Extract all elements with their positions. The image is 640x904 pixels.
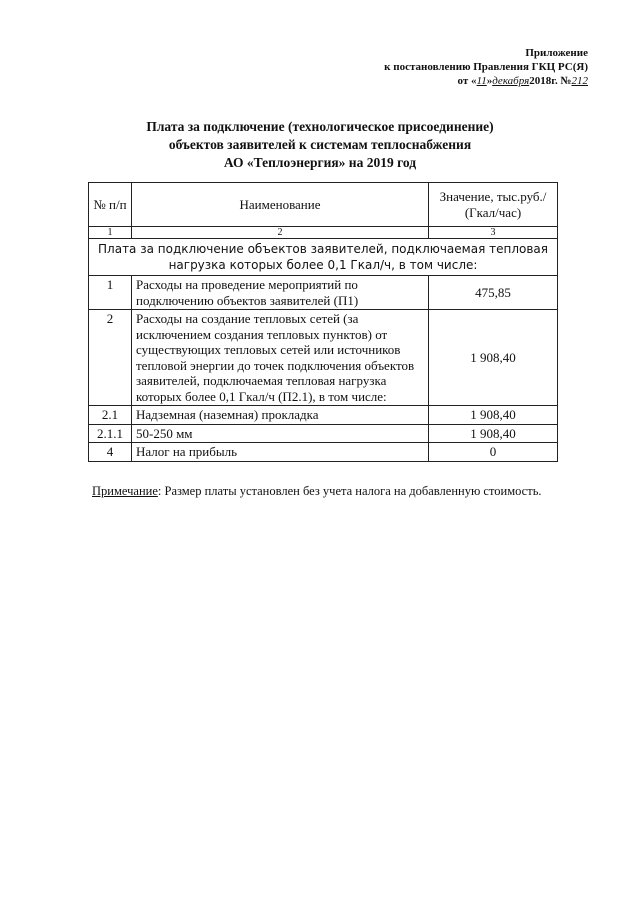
appendix-line2: к постановлению Правления ГКЦ РС(Я) [384, 61, 588, 73]
row-num: 2.1.1 [89, 424, 132, 443]
row-value: 0 [429, 443, 558, 462]
title-line3: АО «Теплоэнергия» на 2019 год [223, 155, 417, 170]
appendix-line3 [384, 74, 588, 88]
row-num: 2.1 [89, 406, 132, 425]
fee-table [88, 182, 558, 462]
section-title: Плата за подключение объектов заявителей, подключаемая тепловая нагрузка которых более 0,1 Гкал/ч, в том числе: [89, 239, 558, 276]
footnote [92, 483, 592, 499]
row-name: Расходы на проведение мероприятий по подключению объектов заявителей (П1) [132, 276, 429, 310]
row-value: 1 908,40 [429, 310, 558, 406]
table-row [89, 443, 558, 462]
row-name: 50-250 мм [132, 424, 429, 443]
section-row [89, 239, 558, 276]
title-line2: объектов заявителей к системам теплоснабжения [168, 137, 472, 152]
table-header-row [89, 183, 558, 227]
header-num: № п/п [89, 183, 132, 227]
col-number-3: 3 [429, 227, 558, 239]
date-year: 2018г. № [529, 75, 572, 87]
table-row [89, 424, 558, 443]
appendix-line1: Приложение [525, 47, 588, 59]
date-month: декабря [492, 75, 530, 87]
col-number-2: 2 [132, 227, 429, 239]
column-number-row [89, 227, 558, 239]
date-mid: » [486, 75, 493, 87]
row-name: Надземная (наземная) прокладка [132, 406, 429, 425]
row-num: 4 [89, 443, 132, 462]
table-row [89, 276, 558, 310]
header-name: Наименование [132, 183, 429, 227]
date-day: 11 [476, 75, 487, 87]
row-value: 475,85 [429, 276, 558, 310]
note-text: : Размер платы установлен без учета налога на добавленную стоимость. [157, 484, 542, 498]
table-row [89, 310, 558, 406]
table-row [89, 406, 558, 425]
row-value: 1 908,40 [429, 406, 558, 425]
title-line1: Плата за подключение (технологическое присоединение) [146, 119, 494, 134]
row-name: Налог на прибыль [132, 443, 429, 462]
appendix-block [384, 46, 588, 88]
date-prefix: от « [457, 75, 477, 87]
note-label: Примечание [92, 484, 158, 498]
document-title [0, 118, 640, 172]
row-num: 1 [89, 276, 132, 310]
row-name: Расходы на создание тепловых сетей (за исключением создания тепловых пунктов) от существующих тепловых сетей или источников тепловой энергии до точек подключения объектов заявителей, подключаемая тепловая нагрузка которых более 0,1 Гкал/ч (П2.1), в том числе: [132, 310, 429, 406]
header-value: Значение, тыс.руб./ (Гкал/час) [429, 183, 558, 227]
row-value: 1 908,40 [429, 424, 558, 443]
col-number-1: 1 [89, 227, 132, 239]
decree-number: 212 [571, 75, 588, 87]
row-num: 2 [89, 310, 132, 406]
